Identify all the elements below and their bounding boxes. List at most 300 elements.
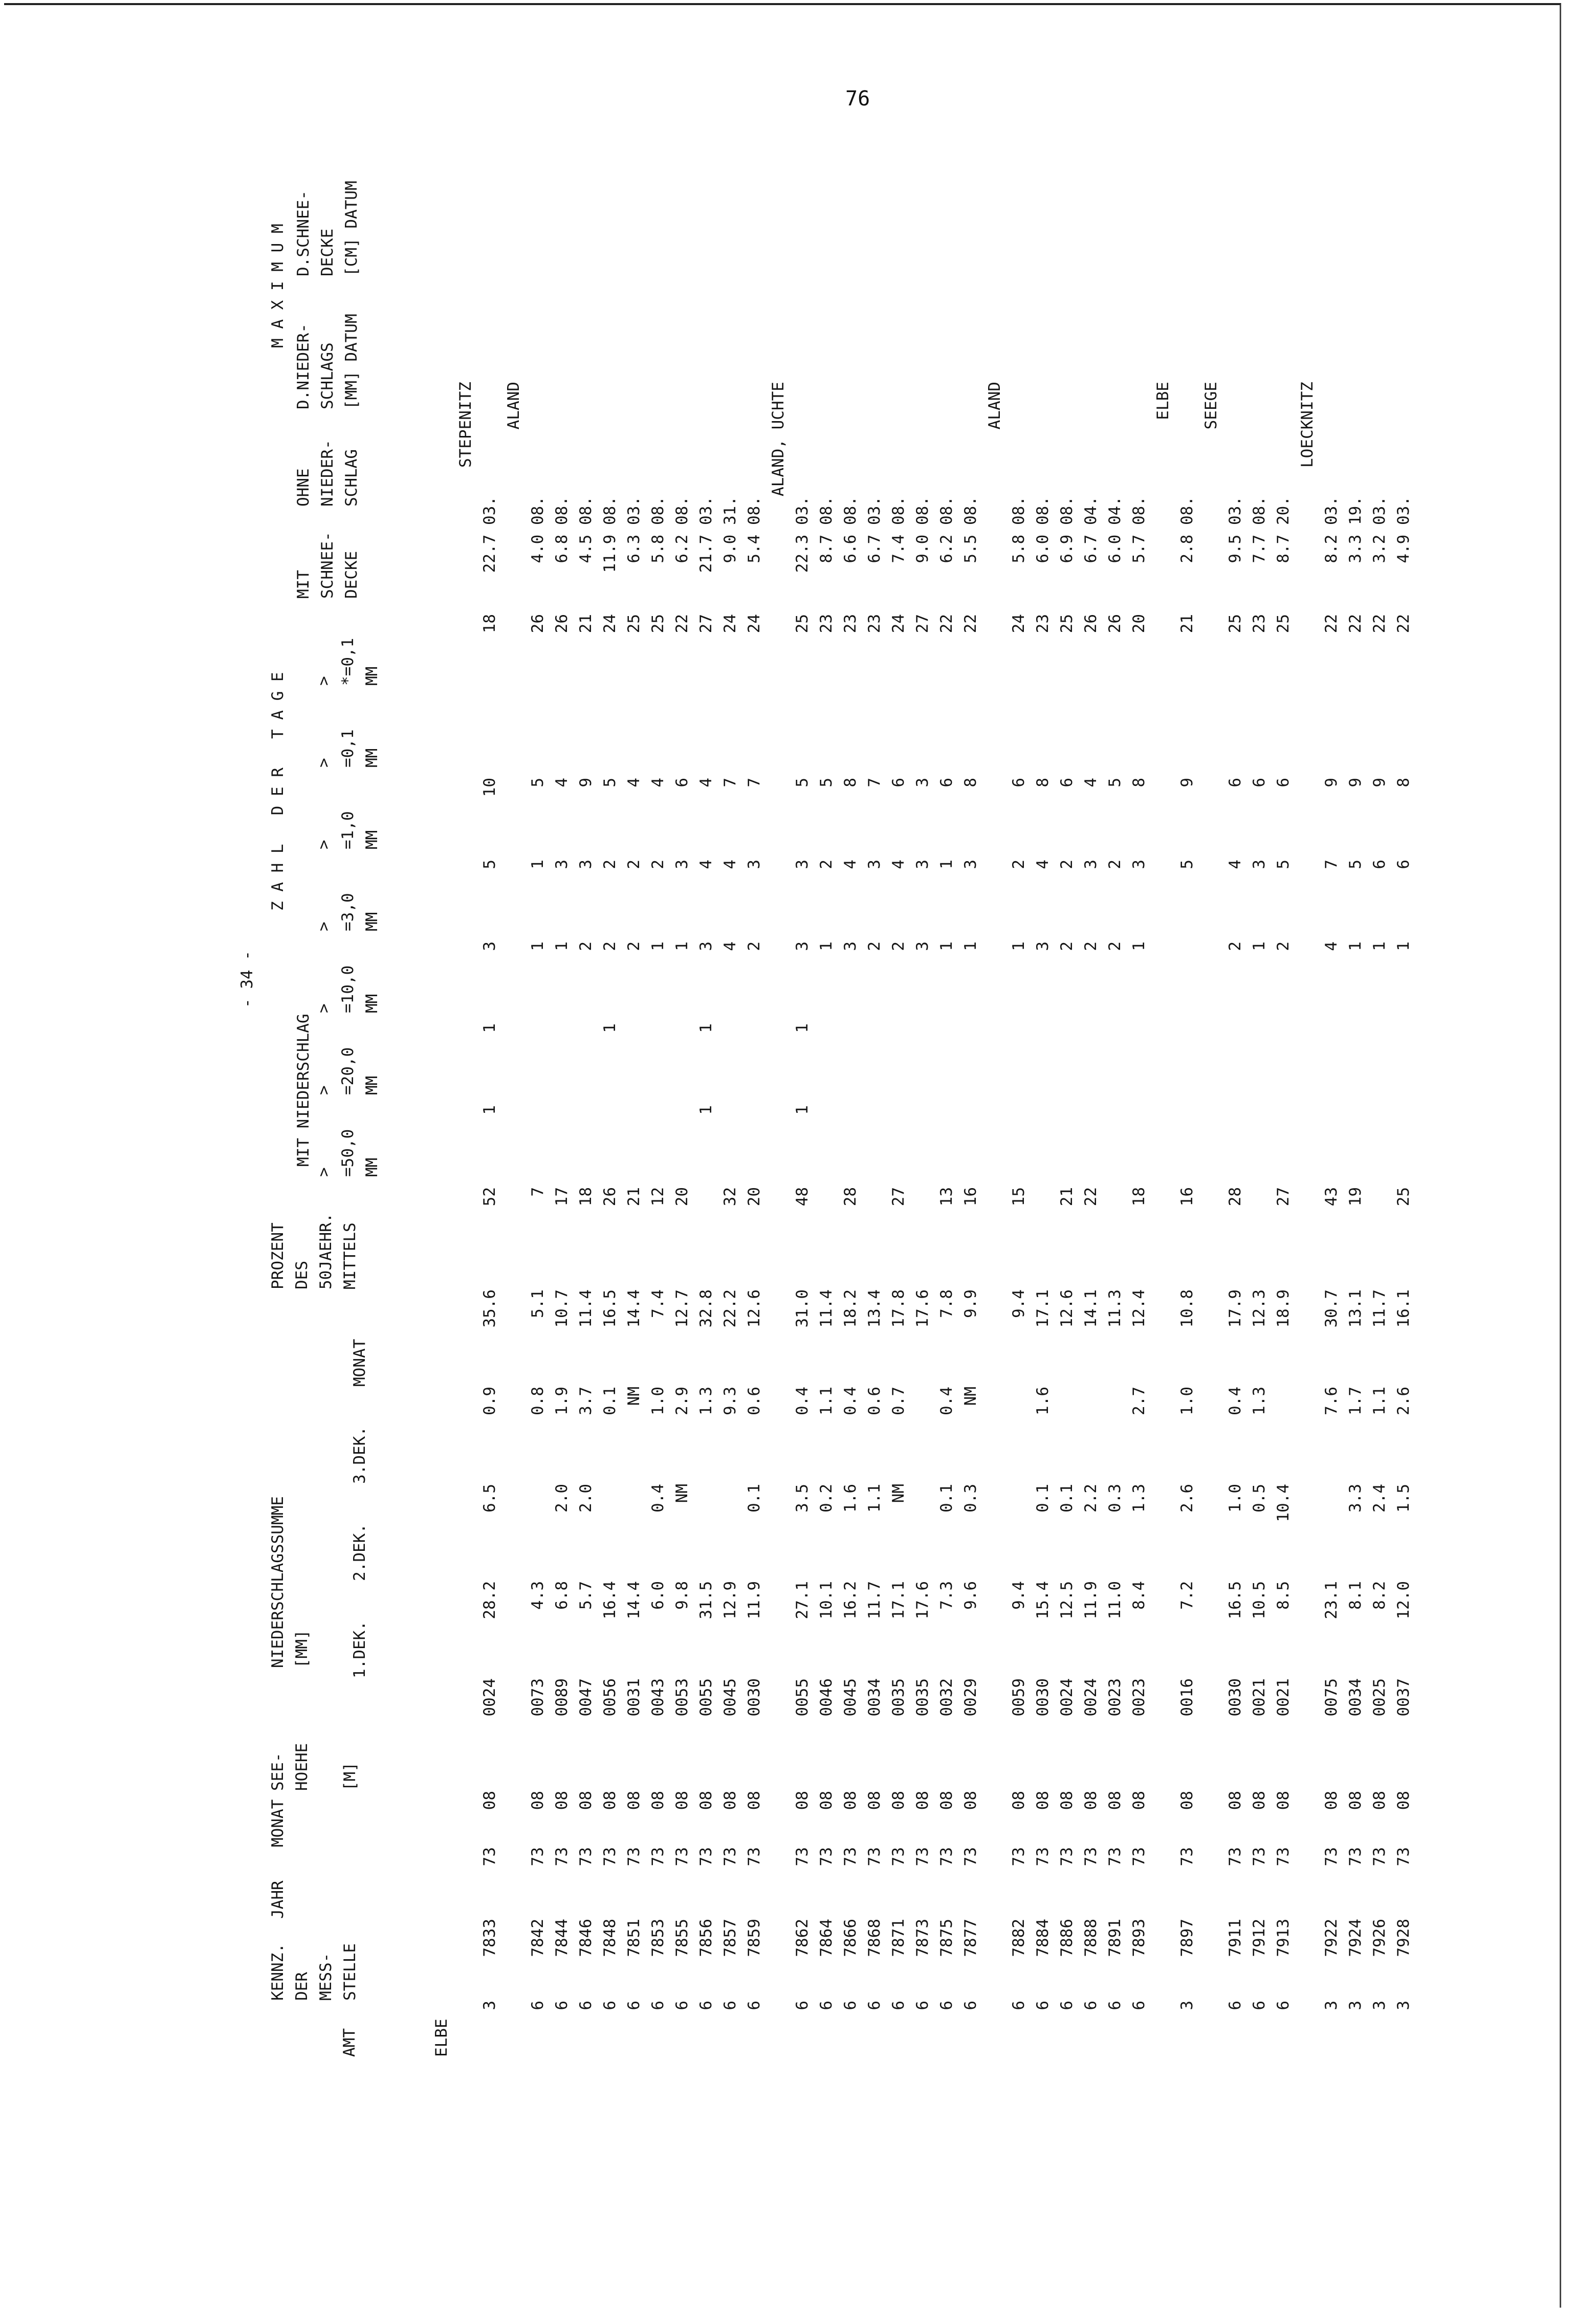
table-cell: 0031 — [625, 1678, 643, 1717]
rotated-table-sheet — [184, 0, 1463, 2057]
table-cell: 73 — [1010, 1847, 1028, 1867]
table-cell: 0.1 — [1034, 1484, 1052, 1512]
table-cell: 0043 — [649, 1678, 667, 1717]
table-cell — [1007, 315, 1031, 382]
table-cell — [767, 941, 791, 1023]
table-cell: 6 — [529, 2001, 547, 2010]
table-row — [598, 315, 622, 2057]
table-cell — [622, 1484, 646, 1581]
table-cell — [863, 382, 887, 496]
table-cell — [959, 315, 983, 382]
table-cell — [454, 941, 478, 1023]
table-cell: 08 — [1058, 1791, 1076, 1810]
table-cell: 73 — [1130, 1847, 1148, 1867]
table-cell: 08 — [553, 1791, 571, 1810]
table-cell: 08 — [1226, 1791, 1244, 1810]
table-cell: 23 — [841, 614, 860, 633]
table-cell — [1368, 696, 1392, 778]
table-cell — [983, 1187, 1007, 1289]
table-row — [1127, 315, 1151, 2057]
table-cell — [935, 696, 959, 778]
table-cell: 7853 — [649, 1919, 667, 1957]
table-cell — [1151, 1919, 1175, 2001]
table-cell: NM — [673, 1484, 691, 1503]
table-cell — [1223, 696, 1248, 778]
table-cell — [1223, 315, 1248, 382]
table-cell: 6 — [937, 778, 956, 787]
table-cell: 10.8 — [1178, 1289, 1196, 1328]
table-cell — [911, 1484, 935, 1581]
table-cell — [1199, 614, 1223, 696]
table-cell: 9.5 03. — [1226, 496, 1244, 563]
table-cell: 0024 — [1058, 1678, 1076, 1717]
header-monat: MONAT — [269, 1799, 287, 1847]
table-cell: 31.5 — [697, 1581, 715, 1619]
table-cell: 25 — [793, 614, 812, 633]
table-cell — [983, 1289, 1007, 1387]
table-cell — [574, 1105, 598, 1187]
table-cell — [1344, 315, 1368, 382]
table-cell: 12 — [649, 1187, 667, 1207]
table-cell: 08 — [841, 1791, 860, 1810]
table-cell: 23 — [1034, 614, 1052, 633]
table-cell: 0021 — [1274, 1678, 1293, 1717]
table-cell: 3.3 19. — [1346, 496, 1365, 563]
table-cell: 10 — [480, 778, 499, 797]
table-cell: 08 — [865, 1791, 884, 1810]
table-cell: 15.4 — [1034, 1581, 1052, 1619]
table-cell: 73 — [1226, 1847, 1244, 1867]
table-cell — [935, 382, 959, 496]
table-cell — [839, 1105, 863, 1187]
table-cell — [694, 696, 718, 778]
table-cell — [1320, 696, 1344, 778]
table-cell: 16 — [1178, 1187, 1196, 1207]
table-row — [1055, 315, 1079, 2057]
table-cell: ALAND — [505, 382, 523, 430]
table-cell — [839, 315, 863, 382]
table-cell — [767, 860, 791, 941]
table-row — [694, 315, 718, 2057]
table-cell — [887, 1023, 911, 1105]
table-cell — [718, 315, 742, 382]
table-cell: 0032 — [937, 1678, 956, 1717]
table-cell: 08 — [961, 1791, 980, 1810]
table-cell: 2 — [1226, 941, 1244, 951]
table-cell: 73 — [1274, 1847, 1293, 1867]
table-cell: 17.6 — [913, 1581, 932, 1619]
table-cell: 8.2 — [1370, 1581, 1389, 1610]
table-cell: SEEGE — [1202, 382, 1220, 430]
table-cell — [983, 696, 1007, 778]
table-cell — [1151, 1847, 1175, 1919]
table-cell: 10.5 — [1250, 1581, 1268, 1619]
table-cell: 31.0 — [793, 1289, 812, 1328]
table-cell — [1031, 696, 1055, 778]
table-cell: 1 — [937, 860, 956, 869]
table-cell: 14.4 — [625, 1289, 643, 1328]
table-cell: 7866 — [841, 1919, 860, 1957]
table-cell: 08 — [480, 1791, 499, 1810]
table-cell — [1199, 1187, 1223, 1289]
table-cell: 9.8 — [673, 1581, 691, 1610]
header-monat-sum: MONAT — [351, 1339, 369, 1387]
table-cell: 18.9 — [1274, 1289, 1293, 1328]
header-ohne-niederschlag: OHNE NIEDER- SCHLAG — [294, 440, 361, 507]
table-cell: 1.0 — [649, 1387, 667, 1415]
table-cell: 08 — [1178, 1791, 1196, 1810]
table-cell: 0045 — [841, 1678, 860, 1717]
table-cell — [1031, 1023, 1055, 1105]
table-cell: 5 — [601, 778, 619, 787]
table-cell — [767, 1847, 791, 1919]
table-cell — [1199, 1581, 1223, 1678]
table-cell: 11.4 — [817, 1289, 836, 1328]
table-cell — [502, 1484, 526, 1581]
table-cell: 1 — [1130, 941, 1148, 951]
table-row — [1175, 315, 1199, 2057]
table-row — [1272, 315, 1296, 2057]
table-cell — [959, 696, 983, 778]
table-cell — [1223, 382, 1248, 496]
table-cell: 20 — [745, 1187, 763, 1207]
table-cell — [454, 778, 478, 860]
table-cell: 08 — [649, 1791, 667, 1810]
table-cell — [454, 1023, 478, 1105]
header-threshold-1: > =1,0 MM — [315, 811, 381, 849]
table-cell: 3 — [1394, 2001, 1413, 2010]
table-cell: 26 — [1106, 614, 1124, 633]
table-cell — [1079, 315, 1103, 382]
table-cell: 0.7 — [889, 1387, 908, 1415]
table-cell — [983, 614, 1007, 696]
table-cell — [1079, 1105, 1103, 1187]
table-cell — [646, 696, 670, 778]
table-cell — [983, 941, 1007, 1023]
table-cell: 0023 — [1130, 1678, 1148, 1717]
table-cell — [863, 1187, 887, 1289]
table-cell — [1151, 1187, 1175, 1289]
table-cell: 7913 — [1274, 1919, 1293, 1957]
header-dek1: 1.DEK. — [351, 1621, 369, 1678]
table-cell — [1175, 315, 1199, 382]
table-cell: 5 — [817, 778, 836, 787]
table-cell — [622, 1023, 646, 1105]
table-cell — [1199, 941, 1223, 1023]
table-cell: 24 — [745, 614, 763, 633]
table-cell: 0045 — [721, 1678, 739, 1717]
table-cell — [959, 1023, 983, 1105]
table-cell: 8 — [1394, 778, 1413, 787]
table-cell: 0035 — [889, 1678, 908, 1717]
table-cell — [959, 382, 983, 496]
table-cell — [574, 382, 598, 496]
table-cell: 2 — [1010, 860, 1028, 869]
table-cell — [815, 382, 839, 496]
table-cell: 7891 — [1106, 1919, 1124, 1957]
table-cell — [1055, 1387, 1079, 1484]
table-cell — [983, 1387, 1007, 1484]
table-cell: 11.9 — [745, 1581, 763, 1619]
table-cell — [502, 696, 526, 778]
table-cell: 73 — [1346, 1847, 1365, 1867]
table-cell — [935, 1105, 959, 1187]
table-cell — [502, 1105, 526, 1187]
header-amt: AMT — [340, 2028, 359, 2057]
table-cell: 1.9 — [553, 1387, 571, 1415]
table-cell: 08 — [817, 1791, 836, 1810]
table-cell: 1.5 — [1394, 1484, 1413, 1512]
table-cell: 2.8 08. — [1178, 496, 1196, 563]
table-cell: 08 — [697, 1791, 715, 1810]
table-cell — [550, 1105, 574, 1187]
table-cell — [502, 860, 526, 941]
table-cell: 21.7 03. — [697, 496, 715, 573]
table-cell: 2.2 — [1082, 1484, 1100, 1512]
table-cell: 4 — [721, 860, 739, 869]
table-cell: 0.4 — [841, 1387, 860, 1415]
table-cell — [863, 1023, 887, 1105]
table-cell: 0035 — [913, 1678, 932, 1717]
table-cell: 73 — [745, 1847, 763, 1867]
table-cell: 6 — [1130, 2001, 1148, 2010]
table-cell — [911, 382, 935, 496]
table-cell — [1103, 382, 1127, 496]
table-cell — [887, 1105, 911, 1187]
table-cell: 7873 — [913, 1919, 932, 1957]
table-cell: 9.6 — [961, 1581, 980, 1610]
table-cell — [1103, 1023, 1127, 1105]
table-cell — [1223, 1105, 1248, 1187]
header-kennz: KENNZ. DER MESS- STELLE — [269, 1943, 359, 2001]
table-cell: 0075 — [1322, 1678, 1341, 1717]
table-cell: 3 — [793, 941, 812, 951]
table-cell — [1320, 1484, 1344, 1581]
table-cell — [1392, 315, 1416, 382]
table-cell: 7848 — [601, 1919, 619, 1957]
table-cell: 73 — [625, 1847, 643, 1867]
table-cell — [670, 696, 694, 778]
table-cell: 21 — [1178, 614, 1196, 633]
table-cell — [526, 1105, 550, 1187]
table-cell: 7893 — [1130, 1919, 1148, 1957]
table-cell: 73 — [529, 1847, 547, 1867]
table-cell: 12.3 — [1250, 1289, 1268, 1328]
table-cell — [454, 1105, 478, 1187]
table-cell — [839, 696, 863, 778]
table-cell: 22 — [1346, 614, 1365, 633]
table-row — [622, 315, 646, 2057]
table-cell: 8.7 20. — [1274, 496, 1293, 563]
table-cell — [1103, 696, 1127, 778]
table-cell: 9.4 — [1010, 1289, 1028, 1318]
table-cell: 2 — [1082, 941, 1100, 951]
table-cell: 1 — [793, 1105, 812, 1115]
table-cell: 7.2 — [1178, 1581, 1196, 1610]
table-cell — [502, 1791, 526, 1847]
table-cell: 6 — [865, 2001, 884, 2010]
table-cell: 25 — [1274, 614, 1293, 633]
table-cell — [1296, 1187, 1320, 1289]
table-cell: 7.6 — [1322, 1387, 1341, 1415]
table-cell: 1 — [601, 1023, 619, 1033]
table-cell — [1151, 941, 1175, 1023]
table-cell — [767, 1289, 791, 1387]
table-cell: 2 — [1058, 860, 1076, 869]
table-cell — [1296, 1387, 1320, 1484]
table-cell — [1079, 1387, 1103, 1484]
table-cell: 52 — [480, 1187, 499, 1207]
table-cell — [1296, 1023, 1320, 1105]
table-cell — [694, 1187, 718, 1289]
table-cell: 7856 — [697, 1919, 715, 1957]
table-cell: 3 — [913, 860, 932, 869]
table-cell: 73 — [817, 1847, 836, 1867]
table-row — [1248, 315, 1272, 2057]
table-cell: 16.1 — [1394, 1289, 1413, 1328]
table-cell — [502, 1581, 526, 1678]
table-cell — [598, 696, 622, 778]
table-cell: 12.5 — [1058, 1581, 1076, 1619]
table-cell: 6.8 08. — [553, 496, 571, 563]
table-cell — [1103, 1105, 1127, 1187]
table-cell: 08 — [913, 1791, 932, 1810]
table-cell: 6 — [937, 2001, 956, 2010]
table-cell — [502, 496, 526, 614]
table-cell: 9.0 08. — [913, 496, 932, 563]
table-cell: 17.1 — [1034, 1289, 1052, 1328]
table-cell: 22 — [1370, 614, 1389, 633]
table-cell: 0055 — [793, 1678, 812, 1717]
table-cell — [454, 1387, 478, 1484]
table-cell: 6 — [1226, 778, 1244, 787]
table-cell: 9 — [1346, 778, 1365, 787]
table-cell — [574, 696, 598, 778]
table-cell — [1199, 1678, 1223, 1791]
table-cell: 3 — [793, 860, 812, 869]
table-cell: 6.0 08. — [1034, 496, 1052, 563]
table-cell: 1 — [793, 1023, 812, 1033]
header-threshold-10: > =10,0 MM — [315, 965, 381, 1013]
table-cell: 0.3 — [1106, 1484, 1124, 1512]
table-row — [1392, 315, 1416, 2057]
table-cell: 7.8 — [937, 1289, 956, 1318]
table-cell: 73 — [601, 1847, 619, 1867]
table-cell: 6 — [1058, 778, 1076, 787]
table-cell: 0030 — [1226, 1678, 1244, 1717]
table-row — [1296, 315, 1320, 2057]
table-cell: 22 — [673, 614, 691, 633]
table-cell: 20 — [673, 1187, 691, 1207]
table-cell: 7924 — [1346, 1919, 1365, 1957]
table-cell: 9 — [1322, 778, 1341, 787]
table-row — [1368, 315, 1392, 2057]
table-cell — [983, 496, 1007, 614]
table-cell: 3 — [1178, 2001, 1196, 2010]
table-cell — [478, 696, 502, 778]
table-cell: 7928 — [1394, 1919, 1413, 1957]
table-row — [1199, 315, 1223, 2057]
table-row — [646, 315, 670, 2057]
table-cell: 6 — [721, 2001, 739, 2010]
table-cell: 08 — [601, 1791, 619, 1810]
table-row — [1079, 315, 1103, 2057]
table-cell — [1055, 1105, 1079, 1187]
table-cell — [767, 614, 791, 696]
table-cell: 4.9 03. — [1394, 496, 1413, 563]
table-cell: 6 — [673, 2001, 691, 2010]
table-cell: 4 — [889, 860, 908, 869]
table-cell — [1392, 382, 1416, 496]
table-cell: 08 — [529, 1791, 547, 1810]
table-cell — [646, 315, 670, 382]
table-cell: 5 — [1346, 860, 1365, 869]
table-cell: 11.9 — [1082, 1581, 1100, 1619]
table-cell — [1199, 2001, 1223, 2057]
table-cell — [502, 941, 526, 1023]
table-cell — [1296, 315, 1320, 382]
table-cell — [1296, 1847, 1320, 1919]
table-cell — [670, 1105, 694, 1187]
table-cell: 0.4 — [1226, 1387, 1244, 1415]
table-cell: 1.3 — [1250, 1387, 1268, 1415]
table-cell: 3 — [673, 860, 691, 869]
table-cell — [502, 1678, 526, 1791]
table-cell: 7911 — [1226, 1919, 1244, 1957]
table-row — [1103, 315, 1127, 2057]
table-cell: 7864 — [817, 1919, 836, 1957]
table-cell — [454, 2001, 478, 2057]
table-row — [550, 315, 574, 2057]
table-cell — [983, 2001, 1007, 2057]
header-dek2: 2.DEK. — [351, 1524, 369, 1581]
table-cell — [550, 315, 574, 382]
header-dek3: 3.DEK. — [351, 1427, 369, 1484]
table-row — [767, 315, 791, 2057]
table-cell: 5.7 — [577, 1581, 595, 1610]
table-cell: 9.3 — [721, 1387, 739, 1415]
table-cell — [502, 614, 526, 696]
table-cell: 7842 — [529, 1919, 547, 1957]
table-cell — [1272, 315, 1296, 382]
table-cell — [502, 1847, 526, 1919]
table-row — [887, 315, 911, 2057]
table-cell: 2 — [601, 860, 619, 869]
table-cell — [454, 1791, 478, 1847]
table-cell — [1031, 1187, 1055, 1289]
table-cell: 6.8 — [553, 1581, 571, 1610]
table-cell: 0.1 — [1058, 1484, 1076, 1512]
table-cell — [502, 2001, 526, 2057]
table-cell: 0025 — [1370, 1678, 1389, 1717]
table-cell — [742, 1105, 767, 1187]
table-cell: 6.7 04. — [1082, 496, 1100, 563]
table-cell — [1392, 696, 1416, 778]
table-cell: NM — [625, 1387, 643, 1406]
table-cell — [1079, 696, 1103, 778]
table-cell: 12.0 — [1394, 1581, 1413, 1619]
table-cell — [767, 2001, 791, 2057]
table-cell: 0.2 — [817, 1484, 836, 1512]
table-cell: 4.5 08. — [577, 496, 595, 563]
table-cell — [694, 382, 718, 496]
table-cell — [1368, 315, 1392, 382]
table-cell: 22.3 03. — [793, 496, 812, 573]
table-row — [1007, 315, 1031, 2057]
table-cell: 0.3 — [961, 1484, 980, 1512]
table-cell — [1175, 941, 1199, 1023]
table-cell: 22 — [961, 614, 980, 633]
